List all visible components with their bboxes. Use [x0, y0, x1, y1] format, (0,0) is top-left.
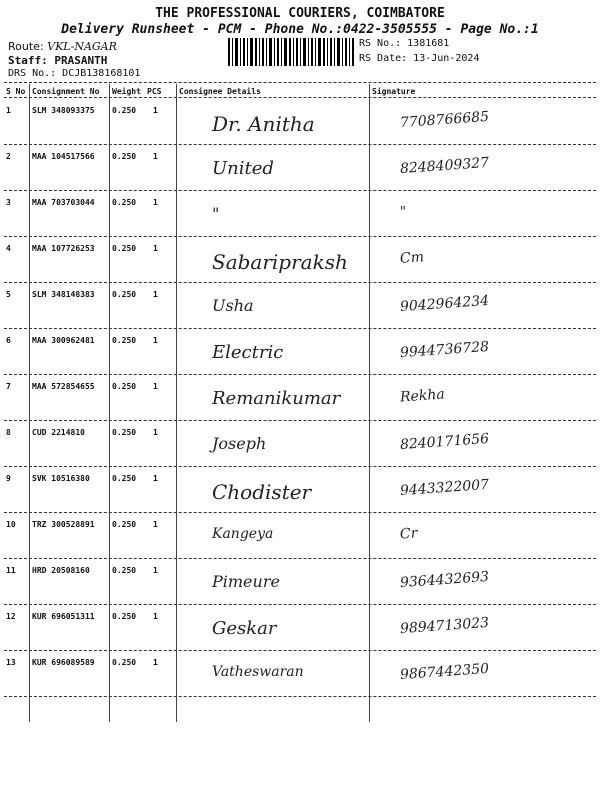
- row-sno: 8: [6, 428, 11, 437]
- row-sno: 1: [6, 106, 11, 115]
- row-consignee-handwritten: Joseph: [212, 434, 267, 453]
- row-divider: [4, 144, 596, 145]
- row-consignee-handwritten: Geskar: [212, 618, 277, 639]
- row-consignment-no: MAA 703703044: [32, 198, 95, 207]
- row-consignment-no: MAA 107726253: [32, 244, 95, 253]
- row-signature-handwritten: 9867442350: [399, 660, 490, 684]
- row-sno: 2: [6, 152, 11, 161]
- row-weight: 0.250: [112, 198, 137, 207]
- col-pcs: PCS: [147, 87, 162, 96]
- col-divider: [176, 84, 177, 722]
- row-consignment-no: CUD 2214810: [32, 428, 85, 437]
- row-consignee-handwritten: ": [212, 204, 220, 223]
- row-divider: [4, 236, 596, 237]
- row-pcs: 1: [153, 612, 158, 621]
- row-weight: 0.250: [112, 474, 137, 483]
- row-pcs: 1: [153, 336, 158, 345]
- company-title: THE PROFESSIONAL COURIERS, COIMBATORE: [155, 6, 445, 21]
- row-divider: [4, 282, 596, 283]
- row-weight: 0.250: [112, 382, 137, 391]
- row-signature-handwritten: Cr: [399, 525, 418, 543]
- staff-name: Staff: PRASANTH: [8, 54, 108, 67]
- rs-date: RS Date: 13-Jun-2024: [359, 53, 480, 64]
- row-weight: 0.250: [112, 612, 137, 621]
- row-signature-handwritten: Rekha: [399, 386, 446, 406]
- route-label: Route:: [8, 40, 44, 53]
- runsheet-subtitle: Delivery Runsheet - PCM - Phone No.:0422-3505555 - Page No.:1: [61, 22, 539, 37]
- col-signature: Signature: [372, 87, 416, 96]
- row-pcs: 1: [153, 198, 158, 207]
- row-pcs: 1: [153, 290, 158, 299]
- row-consignee-handwritten: Chodister: [212, 480, 312, 504]
- row-pcs: 1: [153, 658, 158, 667]
- col-divider: [369, 84, 370, 722]
- row-divider: [4, 604, 596, 605]
- row-sno: 4: [6, 244, 11, 253]
- row-signature-handwritten: 7708766685: [399, 108, 490, 132]
- row-divider: [4, 650, 596, 651]
- row-signature-handwritten: Cm: [399, 249, 425, 267]
- row-divider: [4, 512, 596, 513]
- col-consignment: Consignment No: [32, 87, 100, 96]
- row-weight: 0.250: [112, 336, 137, 345]
- route-value: VKL-NAGAR: [47, 40, 117, 53]
- row-signature-handwritten: 8240171656: [399, 430, 490, 454]
- row-sno: 9: [6, 474, 11, 483]
- row-consignment-no: SVK 10516380: [32, 474, 90, 483]
- row-pcs: 1: [153, 382, 158, 391]
- header-divider-bottom: [4, 97, 596, 98]
- row-consignee-handwritten: Dr. Anitha: [212, 112, 315, 136]
- col-consignee: Consignee Details: [179, 87, 261, 96]
- row-weight: 0.250: [112, 290, 137, 299]
- header-divider-top: [4, 82, 596, 83]
- row-consignment-no: TRZ 300528891: [32, 520, 95, 529]
- row-consignment-no: HRD 20508160: [32, 566, 90, 575]
- row-consignment-no: KUR 696089589: [32, 658, 95, 667]
- row-consignee-handwritten: Kangeya: [212, 526, 274, 542]
- row-weight: 0.250: [112, 244, 137, 253]
- row-signature-handwritten: ": [399, 203, 408, 221]
- row-pcs: 1: [153, 566, 158, 575]
- row-divider: [4, 466, 596, 467]
- row-divider: [4, 374, 596, 375]
- row-sno: 3: [6, 198, 11, 207]
- row-consignment-no: SLM 348093375: [32, 106, 95, 115]
- row-consignee-handwritten: Vatheswaran: [212, 664, 304, 680]
- col-divider: [29, 84, 30, 722]
- row-signature-handwritten: 9443322007: [399, 476, 490, 500]
- row-consignee-handwritten: United: [212, 158, 274, 179]
- row-sno: 12: [6, 612, 16, 621]
- row-consignee-handwritten: Sabaripraksh: [212, 250, 348, 274]
- row-pcs: 1: [153, 244, 158, 253]
- row-sno: 13: [6, 658, 16, 667]
- row-sno: 10: [6, 520, 16, 529]
- row-consignee-handwritten: Pimeure: [212, 572, 280, 591]
- row-consignment-no: MAA 104517566: [32, 152, 95, 161]
- row-signature-handwritten: 9894713023: [399, 614, 490, 638]
- row-pcs: 1: [153, 106, 158, 115]
- row-divider: [4, 328, 596, 329]
- row-consignment-no: MAA 572854655: [32, 382, 95, 391]
- row-consignment-no: KUR 696051311: [32, 612, 95, 621]
- row-sno: 11: [6, 566, 16, 575]
- barcode-icon: [228, 38, 354, 66]
- row-consignee-handwritten: Usha: [212, 296, 254, 315]
- row-signature-handwritten: 8248409327: [399, 154, 490, 178]
- row-signature-handwritten: 9042964234: [399, 292, 490, 316]
- row-divider: [4, 696, 596, 697]
- row-signature-handwritten: 9944736728: [399, 338, 490, 362]
- row-divider: [4, 558, 596, 559]
- row-pcs: 1: [153, 428, 158, 437]
- row-weight: 0.250: [112, 428, 137, 437]
- drs-number: DRS No.: DCJB138168101: [8, 68, 141, 79]
- col-sno: S No: [6, 87, 26, 96]
- row-weight: 0.250: [112, 106, 137, 115]
- row-weight: 0.250: [112, 658, 137, 667]
- row-weight: 0.250: [112, 566, 137, 575]
- row-weight: 0.250: [112, 152, 137, 161]
- row-pcs: 1: [153, 474, 158, 483]
- row-divider: [4, 190, 596, 191]
- row-consignment-no: SLM 348148383: [32, 290, 95, 299]
- row-signature-handwritten: 9364432693: [399, 568, 490, 592]
- rs-number: RS No.: 1381681: [359, 38, 450, 49]
- row-pcs: 1: [153, 152, 158, 161]
- row-sno: 6: [6, 336, 11, 345]
- col-divider: [109, 84, 110, 722]
- row-consignment-no: MAA 300962481: [32, 336, 95, 345]
- row-sno: 5: [6, 290, 11, 299]
- row-weight: 0.250: [112, 520, 137, 529]
- row-consignee-handwritten: Electric: [212, 342, 284, 363]
- route-line: [8, 40, 117, 53]
- row-sno: 7: [6, 382, 11, 391]
- row-consignee-handwritten: Remanikumar: [212, 388, 341, 409]
- row-divider: [4, 420, 596, 421]
- col-weight: Weight: [112, 87, 141, 96]
- row-pcs: 1: [153, 520, 158, 529]
